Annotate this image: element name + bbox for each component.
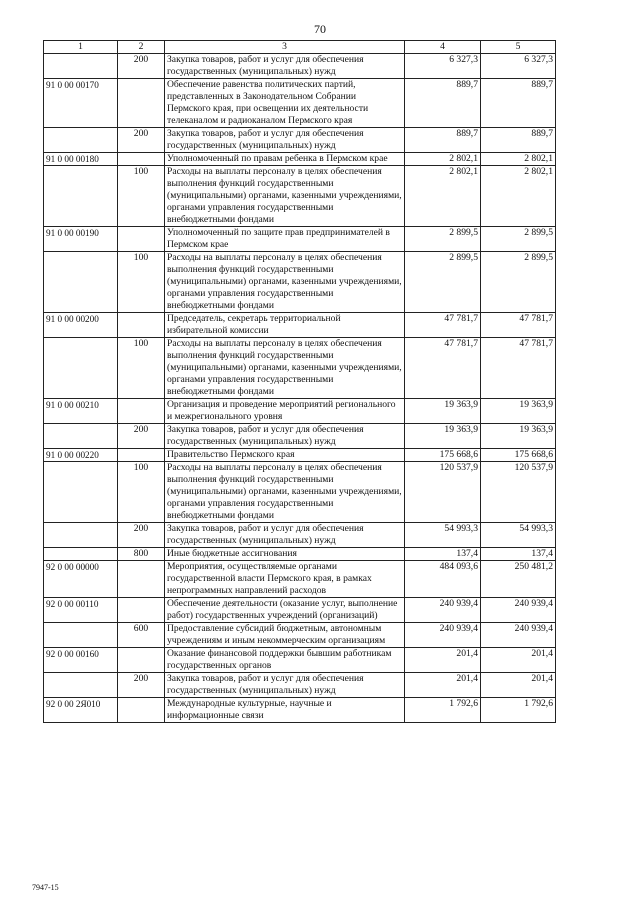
expense-type-cell: 200	[118, 523, 165, 548]
amount-col4-cell: 2 899,5	[405, 227, 481, 252]
code-cell	[44, 523, 118, 548]
code-cell	[44, 424, 118, 449]
amount-col5-cell: 2 802,1	[481, 153, 556, 166]
expense-type-cell	[118, 153, 165, 166]
expense-type-cell: 100	[118, 462, 165, 523]
description-cell: Закупка товаров, работ и услуг для обеспечения государственных (муниципальных) нужд	[165, 54, 405, 79]
footer-code: 7947-15	[32, 883, 59, 892]
table-header-row	[44, 41, 556, 54]
expense-type-cell	[118, 698, 165, 723]
description-cell: Правительство Пермского края	[165, 449, 405, 462]
table-row	[44, 598, 556, 623]
amount-col5-cell: 2 899,5	[481, 227, 556, 252]
description-cell: Расходы на выплаты персоналу в целях обеспечения выполнения функций государственными (муниципальными) органами, казенными учреждениями, органами управления государственными внебюджетными фондами	[165, 338, 405, 399]
description-cell: Закупка товаров, работ и услуг для обеспечения государственных (муниципальных) нужд	[165, 523, 405, 548]
table-row	[44, 227, 556, 252]
description-cell: Мероприятия, осуществляемые органами государственной власти Пермского края, в рамках непрограммных направлений расходов	[165, 561, 405, 598]
amount-col5-cell: 2 899,5	[481, 252, 556, 313]
amount-col4-cell: 6 327,3	[405, 54, 481, 79]
table-row	[44, 54, 556, 79]
expense-type-cell	[118, 648, 165, 673]
amount-col5-cell: 47 781,7	[481, 313, 556, 338]
amount-col5-cell: 2 802,1	[481, 166, 556, 227]
table-row	[44, 166, 556, 227]
description-cell: Уполномоченный по защите прав предпринимателей в Пермском крае	[165, 227, 405, 252]
code-cell: 92 0 00 00110	[44, 598, 118, 623]
table-row	[44, 698, 556, 723]
code-cell: 91 0 00 00210	[44, 399, 118, 424]
description-cell: Иные бюджетные ассигнования	[165, 548, 405, 561]
column-header-3: 3	[165, 41, 405, 54]
description-cell: Расходы на выплаты персоналу в целях обеспечения выполнения функций государственными (муниципальными) органами, казенными учреждениями, органами управления государственными внебюджетными фондами	[165, 166, 405, 227]
amount-col4-cell: 201,4	[405, 673, 481, 698]
code-cell: 92 0 00 00160	[44, 648, 118, 673]
amount-col4-cell: 19 363,9	[405, 399, 481, 424]
amount-col4-cell: 240 939,4	[405, 623, 481, 648]
amount-col5-cell: 1 792,6	[481, 698, 556, 723]
amount-col5-cell: 47 781,7	[481, 338, 556, 399]
code-cell	[44, 548, 118, 561]
description-cell: Оказание финансовой поддержки бывшим работникам государственных органов	[165, 648, 405, 673]
table-row	[44, 252, 556, 313]
amount-col4-cell: 2 802,1	[405, 166, 481, 227]
table-row	[44, 313, 556, 338]
amount-col4-cell: 1 792,6	[405, 698, 481, 723]
description-cell: Обеспечение равенства политических партий, представленных в Законодательном Собрании Пермского края, при освещении их деятельности телеканалом и радиоканалом Пермского края	[165, 79, 405, 128]
expense-type-cell	[118, 399, 165, 424]
expense-type-cell: 100	[118, 252, 165, 313]
amount-col4-cell: 19 363,9	[405, 424, 481, 449]
code-cell: 91 0 00 00190	[44, 227, 118, 252]
expense-type-cell	[118, 313, 165, 338]
amount-col5-cell: 120 537,9	[481, 462, 556, 523]
amount-col4-cell: 2 802,1	[405, 153, 481, 166]
amount-col4-cell: 2 899,5	[405, 252, 481, 313]
table-row	[44, 338, 556, 399]
code-cell: 92 0 00 00000	[44, 561, 118, 598]
code-cell: 92 0 00 2Я010	[44, 698, 118, 723]
code-cell	[44, 673, 118, 698]
table-row	[44, 399, 556, 424]
expense-type-cell: 600	[118, 623, 165, 648]
expense-type-cell: 100	[118, 166, 165, 227]
column-header-5: 5	[481, 41, 556, 54]
description-cell: Обеспечение деятельности (оказание услуг, выполнение работ) государственных учреждений (организаций)	[165, 598, 405, 623]
description-cell: Предоставление субсидий бюджетным, автономным учреждениям и иным некоммерческим организациям	[165, 623, 405, 648]
expense-type-cell: 200	[118, 128, 165, 153]
code-cell: 91 0 00 00180	[44, 153, 118, 166]
page-number: 70	[314, 22, 326, 36]
table-row	[44, 648, 556, 673]
amount-col5-cell: 250 481,2	[481, 561, 556, 598]
code-cell	[44, 54, 118, 79]
table-row	[44, 462, 556, 523]
code-cell	[44, 623, 118, 648]
table-row	[44, 128, 556, 153]
amount-col5-cell: 175 668,6	[481, 449, 556, 462]
description-cell: Международные культурные, научные и информационные связи	[165, 698, 405, 723]
amount-col5-cell: 6 327,3	[481, 54, 556, 79]
amount-col5-cell: 240 939,4	[481, 623, 556, 648]
code-cell	[44, 338, 118, 399]
amount-col4-cell: 240 939,4	[405, 598, 481, 623]
expense-type-cell	[118, 449, 165, 462]
description-cell: Организация и проведение мероприятий регионального и межрегионального уровня	[165, 399, 405, 424]
amount-col4-cell: 889,7	[405, 128, 481, 153]
table-row	[44, 523, 556, 548]
table-body	[44, 54, 556, 723]
expense-type-cell: 200	[118, 424, 165, 449]
code-cell	[44, 128, 118, 153]
table-row	[44, 623, 556, 648]
table-row	[44, 153, 556, 166]
budget-table	[43, 40, 556, 723]
amount-col5-cell: 19 363,9	[481, 399, 556, 424]
amount-col5-cell: 889,7	[481, 128, 556, 153]
amount-col4-cell: 137,4	[405, 548, 481, 561]
description-cell: Закупка товаров, работ и услуг для обеспечения государственных (муниципальных) нужд	[165, 424, 405, 449]
column-header-2: 2	[118, 41, 165, 54]
description-cell: Председатель, секретарь территориальной избирательной комиссии	[165, 313, 405, 338]
amount-col4-cell: 47 781,7	[405, 313, 481, 338]
description-cell: Расходы на выплаты персоналу в целях обеспечения выполнения функций государственными (муниципальными) органами, казенными учреждениями, органами управления государственными внебюджетными фондами	[165, 462, 405, 523]
table-row	[44, 424, 556, 449]
expense-type-cell: 100	[118, 338, 165, 399]
expense-type-cell: 200	[118, 54, 165, 79]
table-row	[44, 673, 556, 698]
amount-col5-cell: 54 993,3	[481, 523, 556, 548]
description-cell: Расходы на выплаты персоналу в целях обеспечения выполнения функций государственными (муниципальными) органами, казенными учреждениями, органами управления государственными внебюджетными фондами	[165, 252, 405, 313]
expense-type-cell: 200	[118, 673, 165, 698]
code-cell	[44, 462, 118, 523]
amount-col5-cell: 137,4	[481, 548, 556, 561]
amount-col4-cell: 54 993,3	[405, 523, 481, 548]
table-row	[44, 79, 556, 128]
code-cell: 91 0 00 00170	[44, 79, 118, 128]
code-cell: 91 0 00 00200	[44, 313, 118, 338]
column-header-1: 1	[44, 41, 118, 54]
expense-type-cell	[118, 79, 165, 128]
code-cell	[44, 166, 118, 227]
description-cell: Уполномоченный по правам ребенка в Пермском крае	[165, 153, 405, 166]
amount-col5-cell: 19 363,9	[481, 424, 556, 449]
amount-col4-cell: 889,7	[405, 79, 481, 128]
amount-col4-cell: 484 093,6	[405, 561, 481, 598]
amount-col4-cell: 201,4	[405, 648, 481, 673]
expense-type-cell	[118, 598, 165, 623]
code-cell: 91 0 00 00220	[44, 449, 118, 462]
amount-col5-cell: 201,4	[481, 648, 556, 673]
amount-col5-cell: 240 939,4	[481, 598, 556, 623]
table-row	[44, 449, 556, 462]
expense-type-cell: 800	[118, 548, 165, 561]
amount-col4-cell: 120 537,9	[405, 462, 481, 523]
expense-type-cell	[118, 227, 165, 252]
amount-col5-cell: 889,7	[481, 79, 556, 128]
column-header-4: 4	[405, 41, 481, 54]
amount-col5-cell: 201,4	[481, 673, 556, 698]
table-row	[44, 548, 556, 561]
description-cell: Закупка товаров, работ и услуг для обеспечения государственных (муниципальных) нужд	[165, 673, 405, 698]
description-cell: Закупка товаров, работ и услуг для обеспечения государственных (муниципальных) нужд	[165, 128, 405, 153]
expense-type-cell	[118, 561, 165, 598]
amount-col4-cell: 47 781,7	[405, 338, 481, 399]
code-cell	[44, 252, 118, 313]
amount-col4-cell: 175 668,6	[405, 449, 481, 462]
table-row	[44, 561, 556, 598]
